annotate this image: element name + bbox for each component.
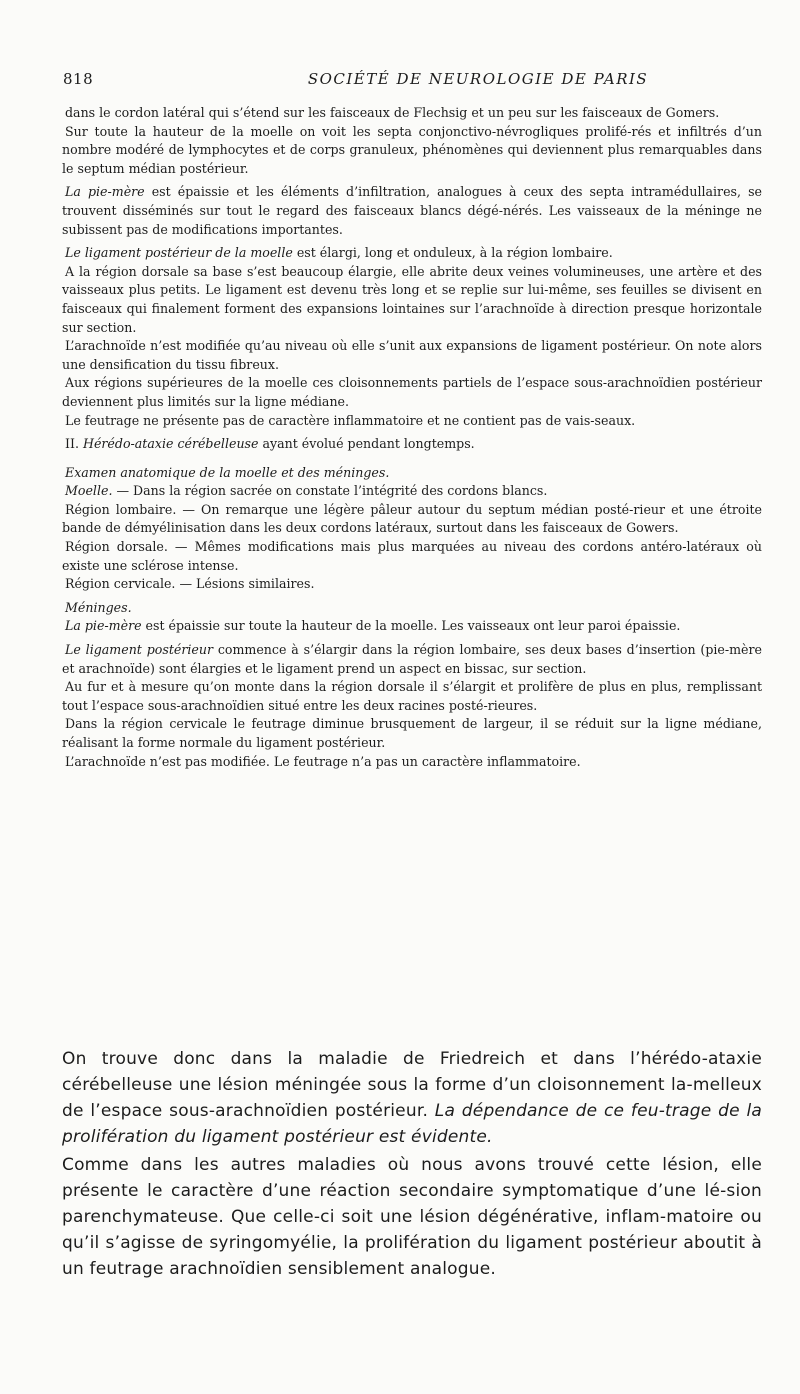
section-title-rest: ayant évolué pendant longtemps. <box>258 436 475 452</box>
conclusion-text: On trouve donc dans la maladie de Friedreich et dans l’hérédo-ataxie cérébelleuse une lésion méningée sous la forme d’un cloisonnement la-melleux de l’espace sous-arachnoïdien postérieur. <box>62 1049 762 1121</box>
paragraph: Région dorsale. — Mêmes modifications mais plus marquées au niveau des cordons antéro-latéraux où existe une sclérose intense. <box>62 539 762 573</box>
subheading: Méninges. <box>65 599 132 615</box>
paragraph-text: est épaissie et les éléments d’infiltration, analogues à ceux des septa intramédullaires, se trouvent disséminés sur tout le regard des faisceaux blancs dégé-nérés. Les vaisseaux de la méninge ne subissent pas de modifications importantes. <box>62 184 762 237</box>
paragraph: L’arachnoïde n’est pas modifiée. Le feutrage n’a pas un caractère inflammatoire. <box>65 753 581 769</box>
paragraph-lead: Le ligament postérieur de la moelle <box>65 245 293 261</box>
paragraph-lead: La pie-mère <box>65 184 145 200</box>
section-heading <box>62 435 762 454</box>
paragraph-text: commence à s’élargir dans la région lombaire, ses deux bases d’insertion (pie-mère et arachnoïde) sont élargies et le ligament prend un aspect en bissac, sur section. <box>62 642 762 676</box>
paragraph-text: est épaissie sur toute la hauteur de la moelle. Les vaisseaux ont leur paroi épaissie. <box>141 618 681 634</box>
report-body <box>62 104 762 771</box>
paragraph: Le feutrage ne présente pas de caractère inflammatoire et ne contient pas de vais-seaux. <box>65 412 636 428</box>
paragraph: A la région dorsale sa base s’est beaucoup élargie, elle abrite deux veines volumineuses, une artère et des vaisseaux plus petits. Le ligament est devenu très long et se replie sur lui-même, ses feuilles se divisent en faisceaux qui finalement forment des expansions lointaines sur l’arachnoïde à direction presque horizontale sur section. <box>62 263 762 335</box>
paragraph-lead: La pie-mère <box>65 618 142 634</box>
conclusion-paragraph: Comme dans les autres maladies où nous avons trouvé cette lésion, elle présente le caractère d’une réaction secondaire symptomatique d’une lé-sion parenchymateuse. Que celle-ci soit une lésion dégénérative, inflam-matoire ou qu’il s’agisse de syringomyélie, la prolifération du ligament postérieur aboutit à un feutrage arachnoïdien sensiblement analogue. <box>62 1155 762 1279</box>
page-header <box>63 70 763 94</box>
paragraph <box>62 482 762 501</box>
conclusion <box>62 1046 762 1282</box>
paragraph: Au fur et à mesure qu’on monte dans la région dorsale il s’élargit et prolifère de plus en plus, remplissant tout l’espace sous-arachnoïdien situé entre les deux racines posté-rieures. <box>62 679 762 713</box>
page-number: 818 <box>63 70 94 88</box>
paragraph-lead: Le ligament postérieur <box>65 642 213 658</box>
paragraph <box>62 641 762 678</box>
paragraph <box>62 617 762 636</box>
running-title: SOCIÉTÉ DE NEUROLOGIE DE PARIS <box>307 70 649 88</box>
paragraph-lead: Moelle. <box>65 483 113 499</box>
paragraph-text: — Dans la région sacrée on constate l’intégrité des cordons blancs. <box>112 483 548 499</box>
paragraph <box>62 183 762 239</box>
paragraph: Sur toute la hauteur de la moelle on voit les septa conjonctivo-névrogliques prolifé-rés et infiltrés d’un nombre modéré de lymphocytes et de corps granuleux, phénomènes qui deviennent plus remarquables dans le septum médian postérieur. <box>62 123 762 176</box>
subheading: Examen anatomique de la moelle et des méninges. <box>65 464 390 480</box>
paragraph <box>62 244 762 263</box>
paragraph: Aux régions supérieures de la moelle ces cloisonnements partiels de l’espace sous-arachnoïdien postérieur deviennent plus limités sur la ligne médiane. <box>62 375 762 409</box>
paragraph: Dans la région cervicale le feutrage diminue brusquement de largeur, il se réduit sur la ligne médiane, réalisant la forme normale du ligament postérieur. <box>62 716 762 750</box>
paragraph: dans le cordon latéral qui s’étend sur les faisceaux de Flechsig et un peu sur les faisceaux de Gomers. <box>65 105 720 120</box>
conclusion-paragraph <box>62 1046 762 1150</box>
section-title: Hérédo-ataxie cérébelleuse <box>82 436 259 452</box>
section-number: II. <box>65 436 83 452</box>
paragraph-text: est élargi, long et onduleux, à la région lombaire. <box>292 245 613 261</box>
paragraph: L’arachnoïde n’est modifiée qu’au niveau où elle s’unit aux expansions de ligament postérieur. On note alors une densification du tissu fibreux. <box>62 338 762 372</box>
paragraph: Région cervicale. — Lésions similaires. <box>65 576 315 592</box>
paragraph: Région lombaire. — On remarque une légère pâleur autour du septum médian posté-rieur et une étroite bande de démyélinisation dans les deux cordons latéraux, surtout dans les faisceaux de Gowers. <box>62 501 762 536</box>
conclusion-emphasis: La dépendance de ce feu-trage de la prolifération du ligament postérieur est évidente. <box>62 1101 762 1147</box>
